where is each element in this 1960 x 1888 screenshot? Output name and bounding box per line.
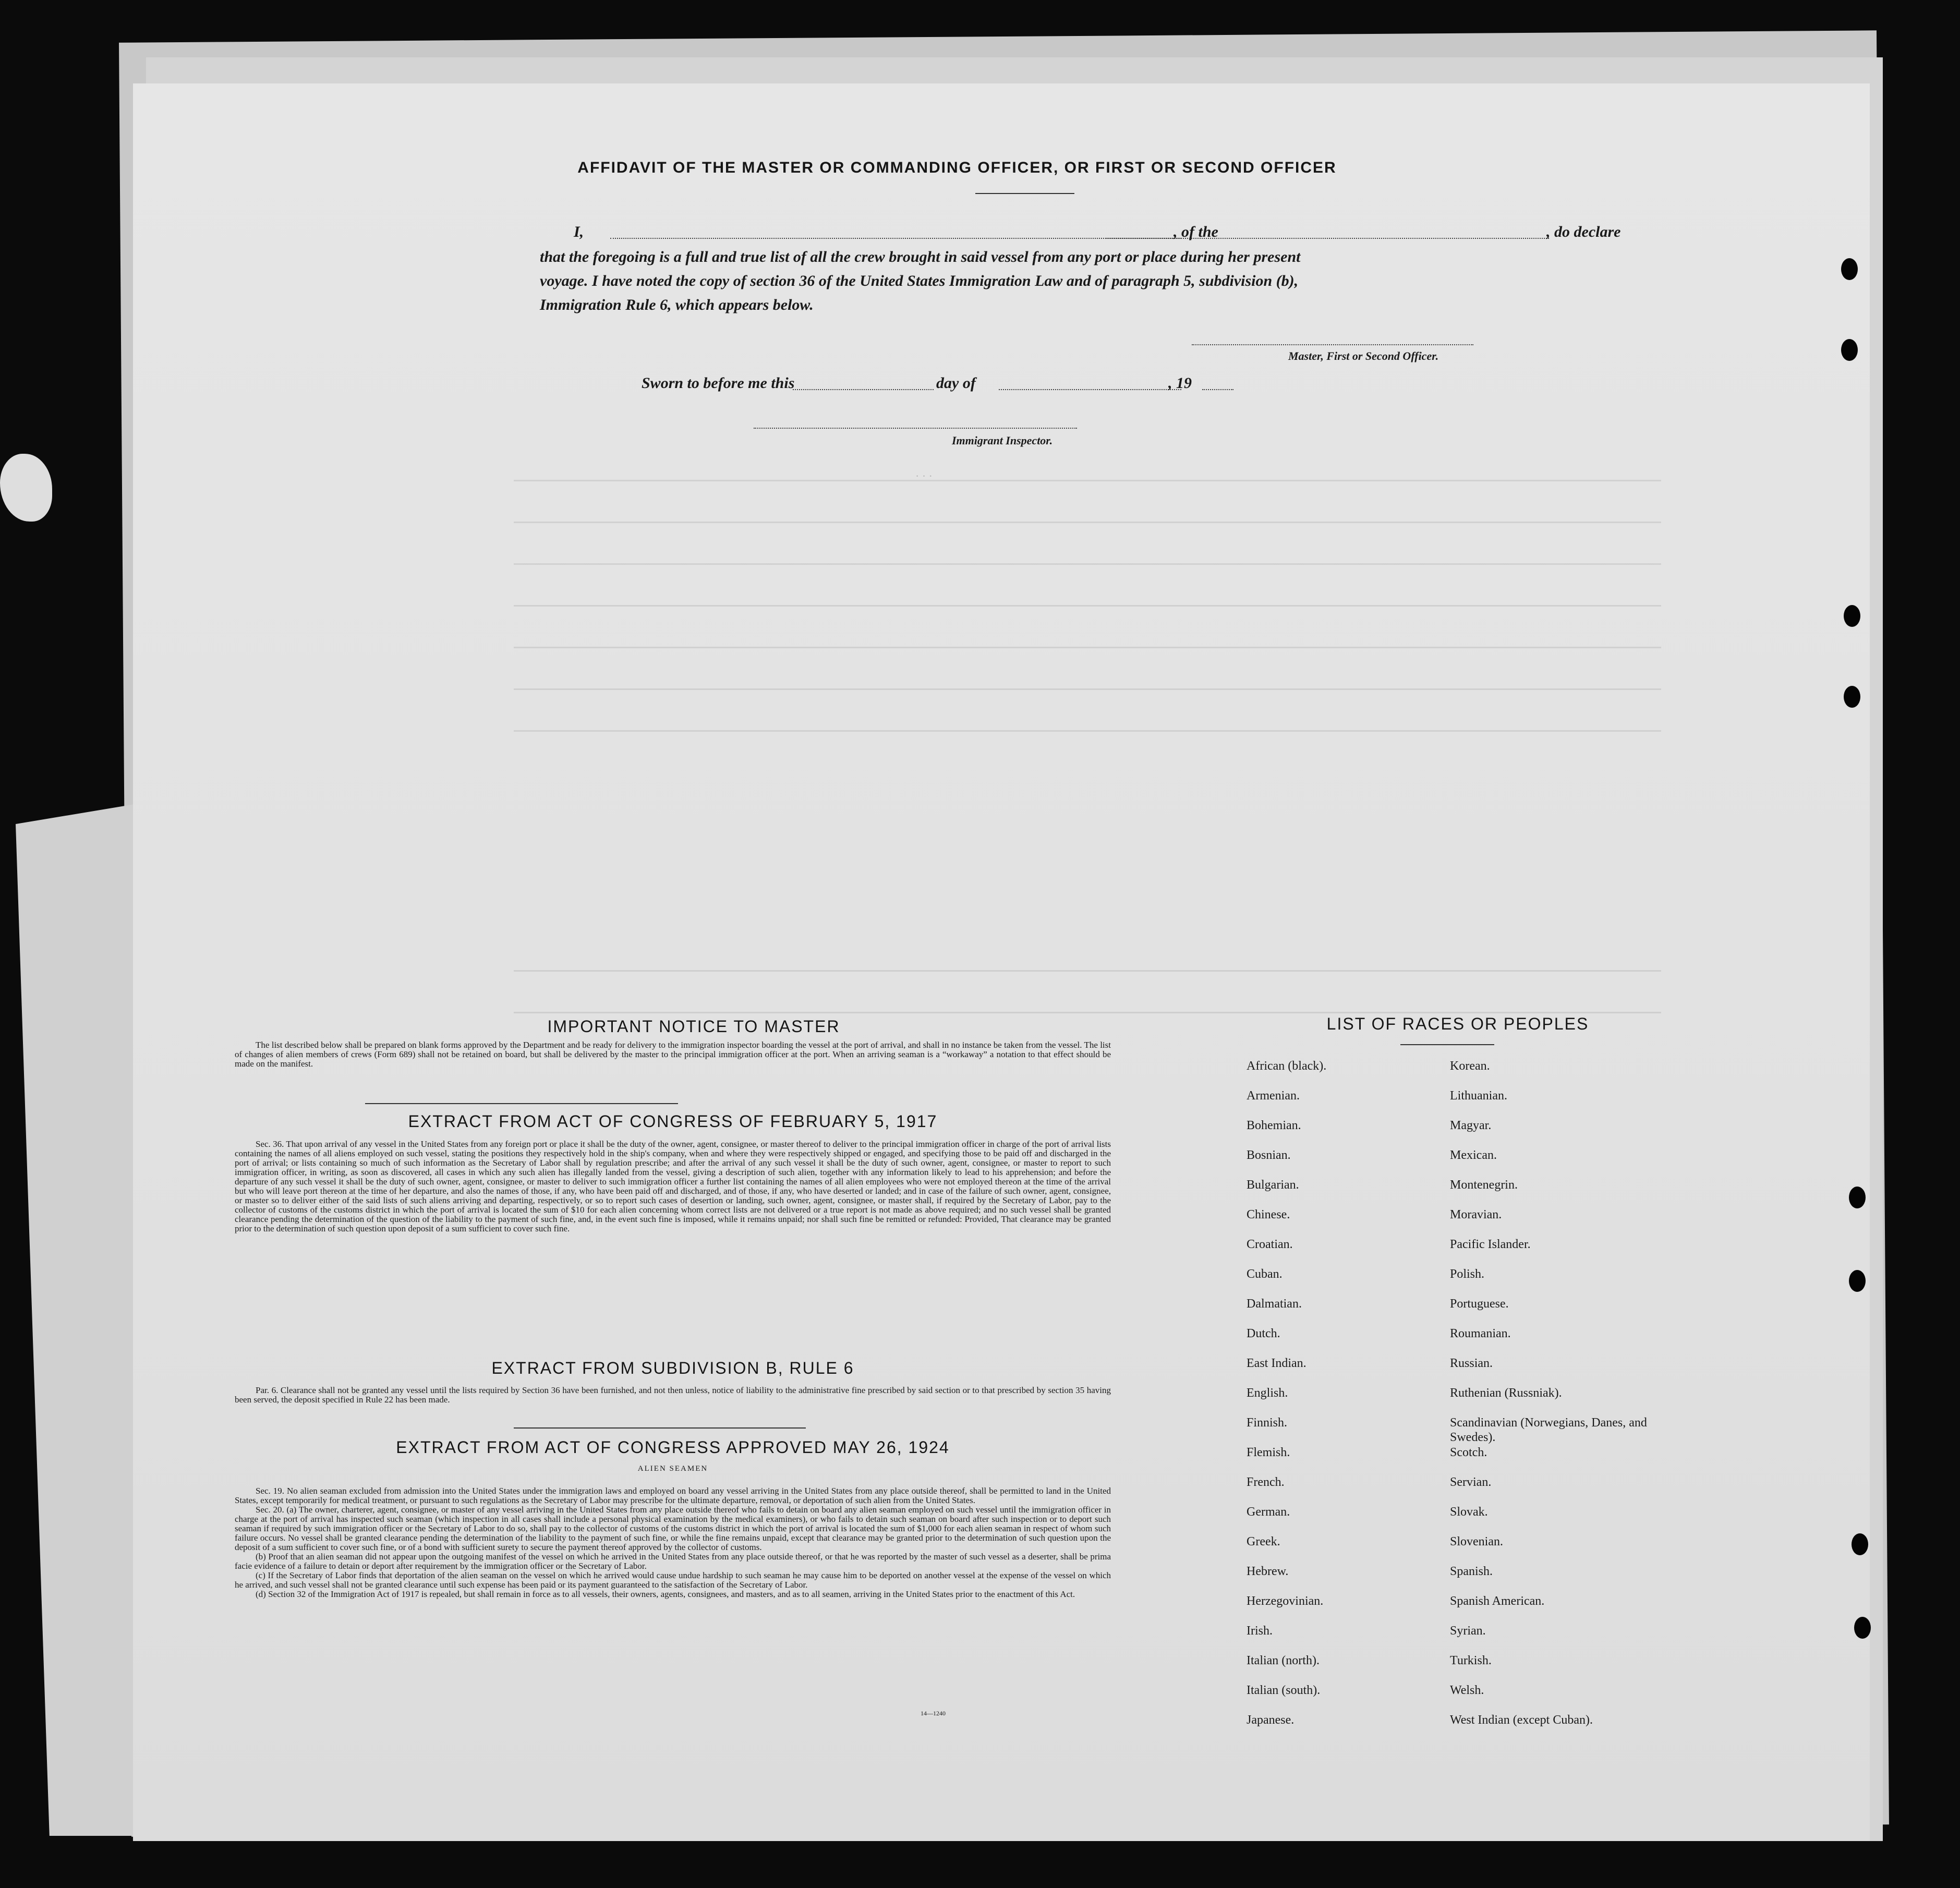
sworn-day-blank (793, 389, 934, 390)
race-item: Bulgarian. (1247, 1178, 1299, 1192)
race-item: Mexican. (1450, 1148, 1497, 1162)
race-item: Welsh. (1450, 1684, 1484, 1697)
sworn-month-blank (999, 389, 1181, 390)
race-item: Russian. (1450, 1357, 1493, 1370)
form-number: 14—1240 (921, 1710, 946, 1717)
race-item: Greek. (1247, 1535, 1280, 1548)
section-rule (514, 1427, 806, 1429)
master-signature-label: Master, First or Second Officer. (1288, 349, 1439, 362)
race-item: Slovak. (1450, 1505, 1488, 1519)
race-item: Croatian. (1247, 1238, 1293, 1251)
affidavit-line3: voyage. I have noted the copy of section 36 of the United States Immigration Law and of paragraph 5, subdivision (b), (540, 272, 1299, 289)
race-item: Pacific Islander. (1450, 1238, 1531, 1251)
race-item: Roumanian. (1450, 1327, 1511, 1340)
race-item: Bosnian. (1247, 1148, 1291, 1162)
alien-seamen-subtitle: ALIEN SEAMEN (637, 1465, 708, 1473)
day-of-text: day of (936, 374, 976, 392)
binder-hole (1852, 1533, 1868, 1555)
year-blank (1202, 389, 1233, 390)
affidavit-of-the: , of the (1173, 223, 1218, 240)
binder-hole (1841, 339, 1858, 361)
inspector-signature-line (754, 428, 1077, 429)
affidavit-i: I, (574, 223, 584, 240)
race-item: English. (1247, 1386, 1288, 1400)
race-item: Servian. (1450, 1475, 1492, 1489)
race-item: Dalmatian. (1247, 1297, 1302, 1311)
bleed-through-line (514, 1012, 1661, 1013)
vessel-blank (1106, 238, 1549, 239)
race-item: Turkish. (1450, 1654, 1492, 1667)
race-item: Chinese. (1247, 1208, 1290, 1221)
document-page (133, 83, 1870, 1841)
race-item: Finnish. (1247, 1416, 1288, 1430)
race-item: Flemish. (1247, 1446, 1290, 1459)
race-item: East Indian. (1247, 1357, 1306, 1370)
binder-hole (1844, 605, 1860, 627)
binder-hole (1844, 686, 1860, 708)
race-item: Armenian. (1247, 1089, 1300, 1103)
race-item: Montenegrin. (1450, 1178, 1518, 1192)
extract-1924-p4: (c) If the Secretary of Labor finds that deportation of the alien seaman on the vessel on which he arrived would cause undue hardship to such seaman he may cause him to be deported on another vessel at the expense of the vessel on which he arrived, and such vessel shall not be granted clearance until such expense has been paid or its payment guaranteed to the satisfaction of the Secretary of Labor. (235, 1570, 1111, 1590)
race-item: Moravian. (1450, 1208, 1502, 1221)
race-item: African (black). (1247, 1059, 1327, 1073)
race-item: West Indian (except Cuban). (1450, 1713, 1593, 1727)
extract-1924-p3: (b) Proof that an alien seaman did not appear upon the outgoing manifest of the vessel on which he arrived in the United States from any place outside thereof, or that he was reported by the master of such vessel as a deserter, shall be prima facie evidence of a failure to detain or deport after requirement by the immigration officer or the Secretary of Labor. (235, 1552, 1111, 1571)
inspector-label: Immigrant Inspector. (952, 434, 1053, 447)
affidavit-do-declare: , do declare (1546, 223, 1621, 240)
extract-1924-title: EXTRACT FROM ACT OF CONGRESS APPROVED MAY 26, 1924 (396, 1438, 950, 1457)
paper-fragment (0, 454, 52, 522)
race-item: Korean. (1450, 1059, 1490, 1073)
bleed-through-line (514, 522, 1661, 523)
race-item: Cuban. (1247, 1267, 1283, 1281)
bleed-through-line (514, 605, 1661, 607)
extract-rule6-title: EXTRACT FROM SUBDIVISION B, RULE 6 (491, 1359, 854, 1377)
section-rule (365, 1103, 678, 1104)
bleed-through-line (514, 688, 1661, 690)
race-item: Scotch. (1450, 1446, 1487, 1459)
races-left-column (1247, 1059, 1445, 1742)
race-item: Dutch. (1247, 1327, 1280, 1340)
sworn-text: Sworn to before me this (642, 374, 795, 392)
extract-1924-p5: (d) Section 32 of the Immigration Act of 1917 is repealed, but shall remain in force as to all vessels, their owners, agents, consignees, and masters, and as to all seamen, arriving in the United States prior to the enactment of this Act. (256, 1589, 1075, 1599)
race-item: Polish. (1450, 1267, 1485, 1281)
race-item: Ruthenian (Russniak). (1450, 1386, 1562, 1400)
race-item: Hebrew. (1247, 1565, 1289, 1578)
race-item: Syrian. (1450, 1624, 1486, 1638)
bleed-through-marks: · · · (915, 469, 933, 482)
race-item: Portuguese. (1450, 1297, 1509, 1311)
notice-title: IMPORTANT NOTICE TO MASTER (547, 1017, 840, 1036)
title-rule (975, 193, 1074, 194)
races-title-rule (1400, 1044, 1494, 1045)
race-item: French. (1247, 1475, 1285, 1489)
race-item: Lithuanian. (1450, 1089, 1507, 1103)
extract-1917-title: EXTRACT FROM ACT OF CONGRESS OF FEBRUARY 5, 1917 (408, 1112, 938, 1131)
races-right-column (1450, 1059, 1690, 1742)
master-signature-line (1192, 344, 1473, 345)
races-title: LIST OF RACES OR PEOPLES (1326, 1014, 1589, 1033)
year-text: , 19 (1168, 374, 1192, 392)
race-item: Magyar. (1450, 1119, 1492, 1132)
race-item: Herzegovinian. (1247, 1594, 1324, 1608)
extract-rule6-text: Par. 6. Clearance shall not be granted any vessel until the lists required by Section 36 have been furnished, and not then unless, notice of liability to the administrative fine prescribed by said section or to that prescribed by section 35 having been served, the deposit specified in Rule 22 has been made. (235, 1385, 1111, 1405)
bleed-through-line (514, 970, 1661, 972)
affidavit-title: AFFIDAVIT OF THE MASTER OR COMMANDING OFFICER, OR FIRST OR SECOND OFFICER (577, 159, 1337, 176)
race-item: Irish. (1247, 1624, 1273, 1638)
notice-text: The list described below shall be prepared on blank forms approved by the Department and be ready for delivery to the immigration inspector boarding the vessel at the port of arrival, and shall in no instance be taken from the vessel. The list of changes of alien members of crews (Form 689) shall not be retained on board, but shall be delivered by the master to the principal immigration officer at the port. When an arriving seaman is a “workaway” a notation to that effect should be made on the manifest. (235, 1040, 1111, 1069)
race-item: Spanish. (1450, 1565, 1493, 1578)
affidavit-line2: that the foregoing is a full and true list of all the crew brought in said vessel from any port or place during her present (540, 248, 1301, 265)
race-item: Italian (north). (1247, 1654, 1320, 1667)
name-blank (610, 238, 1181, 239)
race-item: Japanese. (1247, 1713, 1294, 1727)
race-item: Spanish American. (1450, 1594, 1545, 1608)
binder-hole (1849, 1270, 1866, 1292)
bleed-through-line (514, 480, 1661, 481)
extract-1924-p2: Sec. 20. (a) The owner, charterer, agent, consignee, or master of any vessel arriving in the United States from any place outside thereof who fails to detain on board any alien seaman employed on such vessel until the immigration officer in charge at the port of arrival has inspected such seaman (which inspection in all cases shall include a personal physical examination by the medical examiners), or who fails to detain such seaman on board after such inspection or to deport such seaman if required by such immigration officer or the Secretary of Labor to do so, shall pay to the collector of customs of the customs district in which the port of arrival is located the sum of $1,000 for each alien seaman in respect of whom such failure occurs. No vessel shall be granted clearance pending the determination of the liability to the payment of such fine, or while the fine remains unpaid, except that clearance may be granted prior to the determination of such question upon the deposit of a sum sufficient to cover such fine, or of a bond with sufficient surety to secure the payment thereof approved by the collector of customs. (235, 1505, 1111, 1552)
bleed-through-line (514, 730, 1661, 732)
bleed-through-line (514, 563, 1661, 565)
race-item: Bohemian. (1247, 1119, 1301, 1132)
race-item: German. (1247, 1505, 1290, 1519)
binder-hole (1849, 1187, 1866, 1208)
binder-hole (1841, 258, 1858, 280)
extract-1924-p1: Sec. 19. No alien seaman excluded from admission into the United States under the immigration laws and employed on board any vessel arriving in the United States from any place outside thereof, shall be permitted to land in the United States, except temporarily for medical treatment, or pursuant to such regulations as the Secretary of Labor may prescribe for the ultimate departure, removal, or deportation of such alien from the United States. (235, 1486, 1111, 1505)
extract-1917-text: Sec. 36. That upon arrival of any vessel in the United States from any foreign port or place it shall be the duty of the owner, agent, consignee, or master thereof to deliver to the principal immigration officer in charge of the port of arrival lists containing the names of all aliens employed on such vessel, stating the positions they respectively hold in the ship's company, when and where they were respectively shipped or engaged, and specifying those to be paid off and discharged in the port of arrival; or lists containing so much of such information as the Secretary of Labor shall by regulation prescribe; and after the arrival of any such vessel it shall be the duty of such owner, agent, consignee, or master to report to such immigration officer, in writing, as soon as discovered, all cases in which any such alien has illegally landed from the vessel, giving a description of such alien, together with any information likely to lead to his apprehension; and before the departure of any such vessel it shall be the duty of such owner, agent, consignee, or master to deliver to such immigration officer a further list containing the names of all alien employees who were not employed thereon at the time of the arrival but who will leave port thereon at the time of her departure, and also the names of those, if any, who have been paid off and discharged, and of those, if any, who have deserted or landed; and in case of the failure of such owner, agent, consignee, or master so to deliver either of the said lists of such aliens arriving and departing, respectively, or so to report such cases of desertion or landing, such owner, agent, consignee, or master shall, if required by the Secretary of Labor, pay to the collector of customs of the customs district in which the port of arrival is located the sum of $10 for each alien concerning whom correct lists are not delivered or a true report is not made as above required; and no such vessel shall be granted clearance pending the determination of the question of the liability to the payment of such fine, and, in the event such fine is imposed, while it remains unpaid; nor shall such fine be remitted or refunded: Provided, That clearance may be granted prior to the determination of such question upon deposit of a sum sufficient to cover such fine. (235, 1139, 1111, 1233)
bleed-through-line (514, 647, 1661, 648)
race-item: Scandinavian (Norwegians, Danes, and Swedes). (1450, 1416, 1647, 1444)
race-item: Italian (south). (1247, 1684, 1321, 1697)
extract-1924-body (235, 1486, 1111, 1599)
binder-hole (1854, 1617, 1871, 1639)
race-item: Slovenian. (1450, 1535, 1503, 1548)
affidavit-line4: Immigration Rule 6, which appears below. (540, 296, 814, 313)
